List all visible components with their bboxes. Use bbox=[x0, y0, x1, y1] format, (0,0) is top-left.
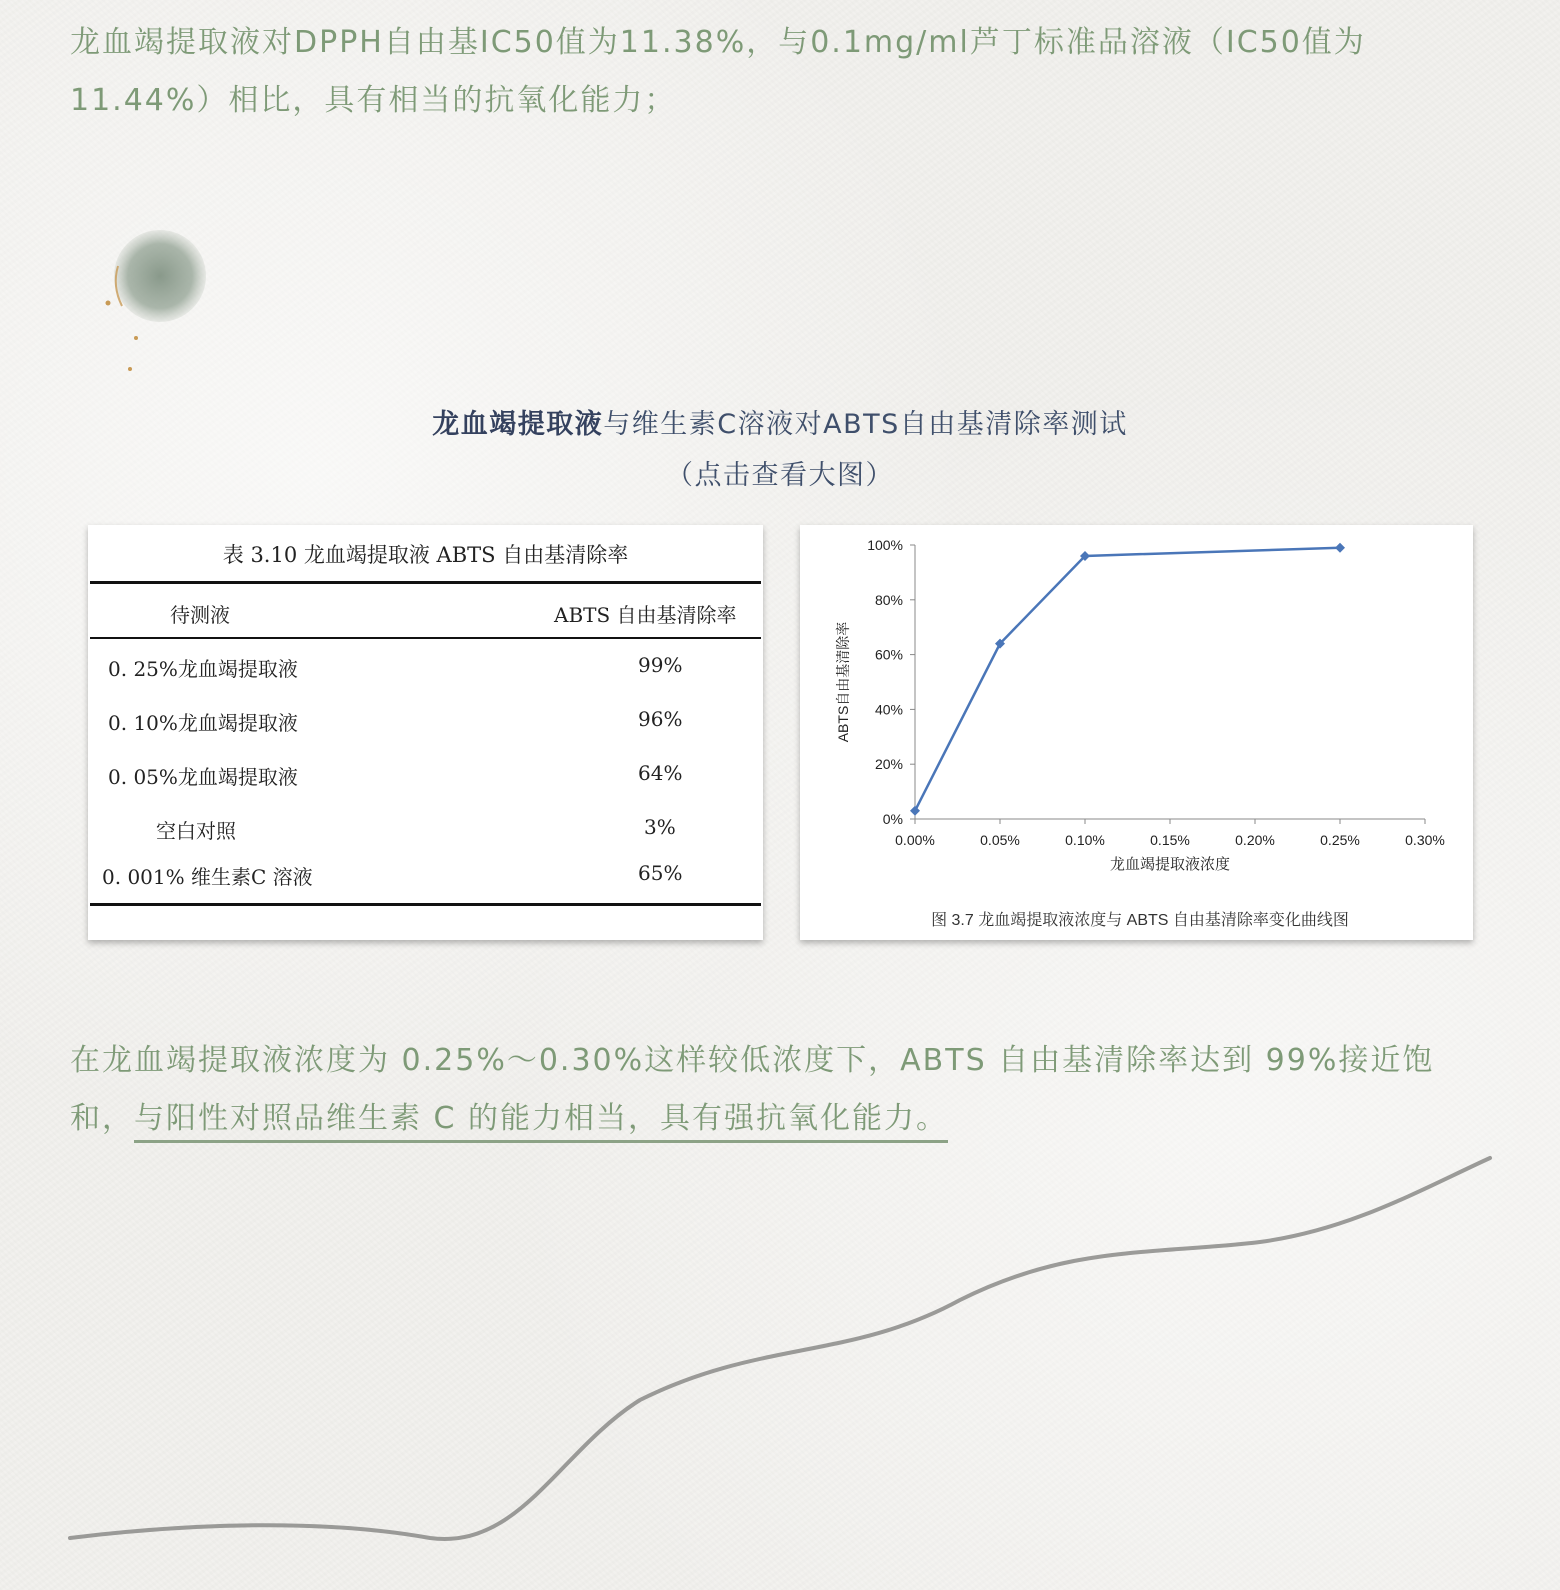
caption-rest: 与维生素C溶液对ABTS自由基清除率测试 bbox=[603, 409, 1128, 440]
x-tick-label: 0.15% bbox=[1150, 832, 1190, 848]
table-row-rate: 96% bbox=[638, 707, 683, 731]
caption-bold-part: 龙血竭提取液 bbox=[432, 409, 604, 440]
y-axis-label: ABTS自由基清除率 bbox=[835, 621, 851, 743]
table-bottom-rule bbox=[90, 903, 761, 906]
conclusion-underlined-text: 与阳性对照品维生素 C 的能力相当，具有强抗氧化能力。 bbox=[134, 1101, 948, 1143]
y-tick-label: 20% bbox=[874, 756, 903, 773]
x-tick-label: 0.30% bbox=[1405, 832, 1445, 848]
table-row-sample: 空白对照 bbox=[156, 819, 236, 843]
table-row-sample: 0. 10%龙血竭提取液 bbox=[108, 711, 298, 735]
x-tick-label: 0.10% bbox=[1065, 832, 1105, 848]
table-row-sample: 0. 05%龙血竭提取液 bbox=[108, 765, 298, 789]
abts-table-image[interactable] bbox=[88, 525, 763, 940]
table-row-rate: 64% bbox=[638, 761, 683, 785]
table-row-sample: 0. 001% 维生素C 溶液 bbox=[102, 865, 313, 889]
x-tick-label: 0.25% bbox=[1320, 832, 1360, 848]
view-large-hint-link[interactable]: （点击查看大图） bbox=[666, 460, 894, 491]
abts-chart-image[interactable] bbox=[800, 525, 1473, 940]
table-row-rate: 3% bbox=[644, 815, 676, 839]
table-row-sample: 0. 25%龙血竭提取液 bbox=[108, 657, 298, 681]
chart-caption: 图 3.7 龙血竭提取液浓度与 ABTS 自由基清除率变化曲线图 bbox=[931, 912, 1349, 929]
decorative-pencil-line bbox=[0, 1150, 1560, 1570]
table-row-rate: 65% bbox=[638, 861, 683, 885]
x-tick-label: 0.05% bbox=[980, 832, 1020, 848]
x-axis-label: 龙血竭提取液浓度 bbox=[1109, 856, 1231, 873]
section-caption bbox=[0, 402, 1560, 441]
table-title: 表 3.10 龙血竭提取液 ABTS 自由基清除率 bbox=[222, 543, 629, 567]
x-tick-label: 0.00% bbox=[895, 832, 935, 848]
y-tick-label: 80% bbox=[874, 591, 903, 608]
abts-line-chart bbox=[800, 525, 1473, 940]
conclusion-paragraph bbox=[70, 1032, 1490, 1148]
ink-blot-decoration bbox=[100, 226, 220, 376]
y-tick-label: 40% bbox=[874, 701, 903, 718]
table-row-rate: 99% bbox=[638, 653, 683, 677]
intro-paragraph: 龙血竭提取液对DPPH自由基IC50值为11.38%，与0.1mg/ml芦丁标准品溶液（IC50值为11.44%）相比，具有相当的抗氧化能力； bbox=[70, 25, 1366, 118]
conclusion-plain-text: 在龙血竭提取液浓度为 0.25%～0.30%这样较低浓度下，ABTS 自由基清除率达到 99%接近饱和， bbox=[70, 1043, 1435, 1136]
table-header-sample: 待测液 bbox=[170, 603, 230, 627]
data-point-marker bbox=[910, 806, 920, 816]
y-tick-label: 0% bbox=[882, 811, 903, 827]
table-top-rule bbox=[90, 581, 761, 584]
data-point-marker bbox=[1335, 543, 1345, 553]
table-header-rate: ABTS 自由基清除率 bbox=[554, 603, 737, 627]
series-line bbox=[915, 548, 1340, 811]
y-tick-label: 100% bbox=[867, 537, 903, 553]
y-tick-label: 60% bbox=[874, 646, 903, 663]
x-tick-label: 0.20% bbox=[1235, 832, 1275, 848]
table-header-rule bbox=[90, 637, 761, 639]
